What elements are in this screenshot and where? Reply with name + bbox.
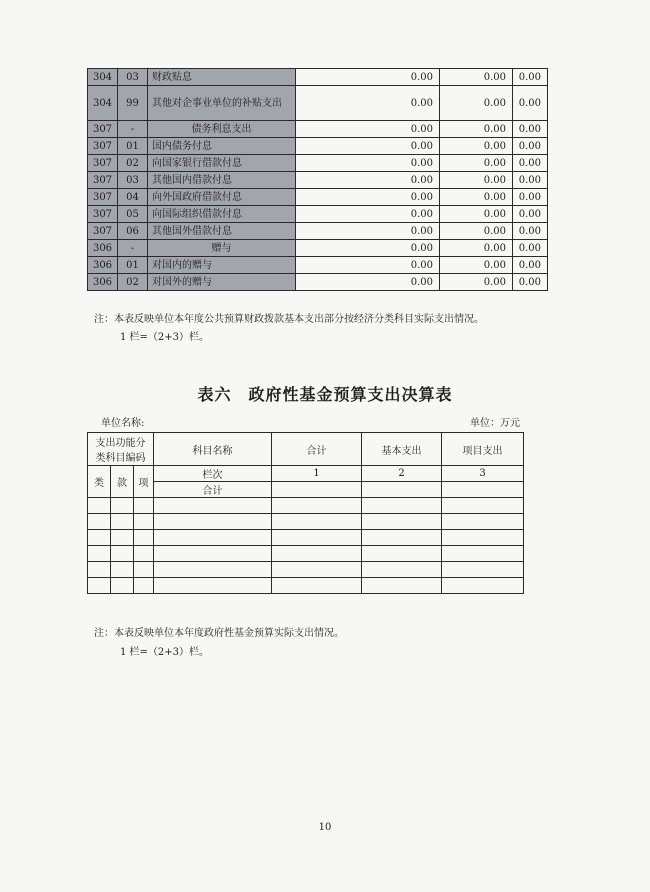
basic-cell: 0.00	[440, 240, 513, 257]
item-code-cell: 03	[118, 172, 148, 189]
total-cell: 0.00	[296, 223, 440, 240]
basic-cell: 0.00	[440, 189, 513, 206]
item-code-cell: 99	[118, 86, 148, 121]
total-cell	[362, 482, 442, 498]
item-code-cell: 05	[118, 206, 148, 223]
item-name-cell: 赠与	[148, 240, 296, 257]
table-row	[88, 86, 548, 121]
class-code-cell: 307	[88, 172, 118, 189]
table6-note: 注：本表反映单位本年度政府性基金预算实际支出情况。	[94, 628, 344, 639]
total-cell: 0.00	[296, 257, 440, 274]
header-total: 合计	[272, 433, 362, 466]
header-code: 支出功能分类科目编码	[88, 433, 154, 466]
project-cell: 0.00	[513, 121, 548, 138]
class-code-cell: 304	[88, 69, 118, 86]
column-index-2: 2	[362, 466, 442, 482]
total-cell: 0.00	[296, 206, 440, 223]
project-cell: 0.00	[513, 257, 548, 274]
project-cell: 0.00	[513, 86, 548, 121]
total-cell	[442, 482, 524, 498]
item-name-cell: 对国内的赠与	[148, 257, 296, 274]
class-code-cell: 306	[88, 240, 118, 257]
basic-cell: 0.00	[440, 223, 513, 240]
class-code-cell: 307	[88, 138, 118, 155]
table-row	[88, 223, 548, 240]
item-code-cell: -	[118, 121, 148, 138]
total-cell: 0.00	[296, 189, 440, 206]
basic-cell: 0.00	[440, 69, 513, 86]
unit-label: 单位：万元	[470, 418, 520, 429]
expenditure-table-continued	[87, 68, 548, 291]
basic-cell: 0.00	[440, 155, 513, 172]
class-code-cell: 306	[88, 257, 118, 274]
item-code-cell: 04	[118, 189, 148, 206]
project-cell: 0.00	[513, 138, 548, 155]
header-project: 项目支出	[442, 433, 524, 466]
empty-row	[88, 530, 524, 546]
table6-formula-note: 1 栏=（2+3）栏。	[120, 647, 210, 658]
project-cell: 0.00	[513, 189, 548, 206]
total-cell: 0.00	[296, 138, 440, 155]
table-row	[88, 121, 548, 138]
header-lei: 类	[88, 466, 111, 498]
empty-row	[88, 578, 524, 594]
project-cell: 0.00	[513, 155, 548, 172]
table-row	[88, 274, 548, 291]
class-code-cell: 304	[88, 86, 118, 121]
item-name-cell: 其他对企事业单位的补贴支出	[148, 86, 296, 121]
item-name-cell: 对国外的赠与	[148, 274, 296, 291]
item-name-cell: 向国际组织借款付息	[148, 206, 296, 223]
table-row	[88, 189, 548, 206]
empty-row	[88, 546, 524, 562]
item-code-cell: 02	[118, 274, 148, 291]
table6-title: 表六 政府性基金预算支出决算表	[197, 385, 453, 404]
project-cell: 0.00	[513, 223, 548, 240]
project-cell: 0.00	[513, 240, 548, 257]
class-code-cell: 307	[88, 206, 118, 223]
table-row	[88, 155, 548, 172]
basic-cell: 0.00	[440, 138, 513, 155]
basic-cell: 0.00	[440, 86, 513, 121]
total-cell: 0.00	[296, 274, 440, 291]
total-cell: 0.00	[296, 86, 440, 121]
government-fund-table	[87, 432, 524, 594]
item-code-cell: 01	[118, 257, 148, 274]
item-name-cell: 债务利息支出	[148, 121, 296, 138]
item-code-cell: 06	[118, 223, 148, 240]
item-name-cell: 国内债务付息	[148, 138, 296, 155]
item-name-cell: 其他国内借款付息	[148, 172, 296, 189]
item-code-cell: 03	[118, 69, 148, 86]
page-number: 10	[318, 822, 332, 833]
project-cell: 0.00	[513, 274, 548, 291]
item-name-cell: 其他国外借款付息	[148, 223, 296, 240]
unit-name-label: 单位名称:	[101, 418, 145, 429]
basic-cell: 0.00	[440, 274, 513, 291]
table-row	[88, 206, 548, 223]
item-code-cell: -	[118, 240, 148, 257]
total-cell	[272, 482, 362, 498]
table-row	[88, 257, 548, 274]
column-index-label: 栏次	[154, 466, 272, 482]
empty-row	[88, 562, 524, 578]
item-code-cell: 01	[118, 138, 148, 155]
header-name: 科目名称	[154, 433, 272, 466]
table-row	[88, 172, 548, 189]
total-cell: 0.00	[296, 155, 440, 172]
table5-formula-note: 1 栏=（2+3）栏。	[120, 332, 210, 343]
column-index-3: 3	[442, 466, 524, 482]
class-code-cell: 307	[88, 189, 118, 206]
empty-row	[88, 498, 524, 514]
empty-row	[88, 514, 524, 530]
column-index-1: 1	[272, 466, 362, 482]
class-code-cell: 306	[88, 274, 118, 291]
project-cell: 0.00	[513, 206, 548, 223]
project-cell: 0.00	[513, 172, 548, 189]
table-row	[88, 69, 548, 86]
table5-note: 注：本表反映单位本年度公共预算财政拨款基本支出部分按经济分类科目实际支出情况。	[94, 314, 484, 325]
header-xiang: 项	[134, 466, 154, 498]
class-code-cell: 307	[88, 223, 118, 240]
item-name-cell: 向外国政府借款付息	[148, 189, 296, 206]
item-name-cell: 财政贴息	[148, 69, 296, 86]
total-cell: 0.00	[296, 240, 440, 257]
item-name-cell: 向国家银行借款付息	[148, 155, 296, 172]
class-code-cell: 307	[88, 155, 118, 172]
header-kuan: 款	[111, 466, 134, 498]
table-row	[88, 240, 548, 257]
basic-cell: 0.00	[440, 121, 513, 138]
total-cell: 0.00	[296, 172, 440, 189]
item-code-cell: 02	[118, 155, 148, 172]
basic-cell: 0.00	[440, 206, 513, 223]
header-basic: 基本支出	[362, 433, 442, 466]
basic-cell: 0.00	[440, 257, 513, 274]
total-cell: 0.00	[296, 121, 440, 138]
basic-cell: 0.00	[440, 172, 513, 189]
table-row	[88, 138, 548, 155]
project-cell: 0.00	[513, 69, 548, 86]
class-code-cell: 307	[88, 121, 118, 138]
total-row-label: 合计	[154, 482, 272, 498]
total-cell: 0.00	[296, 69, 440, 86]
